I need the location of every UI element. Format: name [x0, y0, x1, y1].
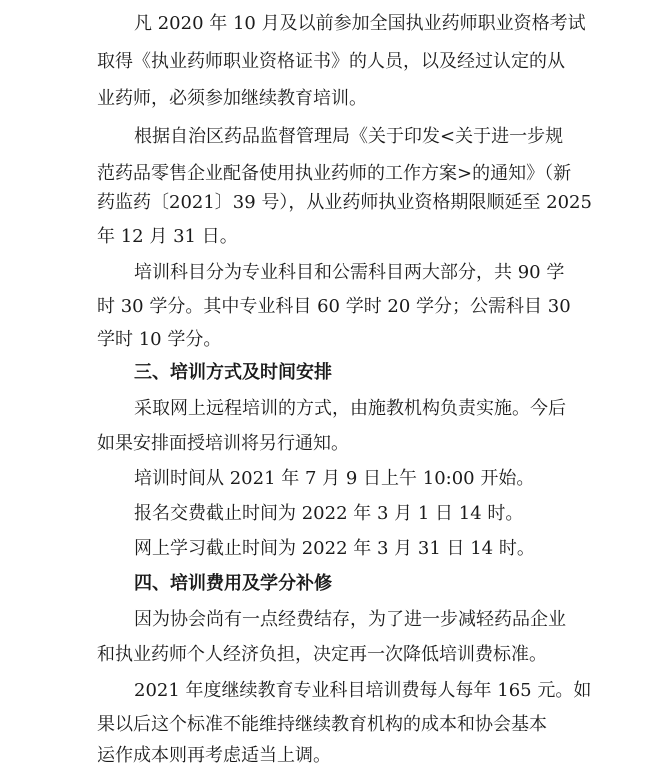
text-line: 和执业药师个人经济负担，决定再一次降低培训费标准。	[97, 644, 547, 665]
text-line: 2021 年度继续教育专业科目培训费每人每年 165 元。如	[134, 680, 592, 701]
text-line: 凡 2020 年 10 月及以前参加全国执业药师职业资格考试	[134, 13, 586, 34]
text-line: 网上学习截止时间为 2022 年 3 月 31 日 14 时。	[134, 538, 535, 559]
text-line: 如果安排面授培训将另行通知。	[97, 433, 349, 454]
text-line: 培训科目分为专业科目和公需科目两大部分，共 90 学	[134, 262, 565, 283]
text-line: 运作成本则再考虑适当上调。	[97, 745, 331, 766]
text-line: 范药品零售企业配备使用执业药师的工作方案>的通知》（新	[97, 163, 572, 184]
text-line: 学时 10 学分。	[97, 329, 222, 350]
section-heading: 三、培训方式及时间安排	[134, 362, 332, 383]
text-line: 时 30 学分。其中专业科目 60 学时 20 学分；公需科目 30	[97, 296, 571, 317]
text-line: 业药师，必须参加继续教育培训。	[97, 88, 367, 109]
text-line: 年 12 月 31 日。	[97, 226, 238, 247]
text-line: 药监药〔2021〕39 号），从业药师执业资格期限顺延至 2025	[97, 192, 592, 213]
text-line: 取得《执业药师职业资格证书》的人员，以及经过认定的从	[97, 51, 565, 72]
text-line: 采取网上远程培训的方式，由施教机构负责实施。今后	[134, 398, 566, 419]
text-line: 因为协会尚有一点经费结存，为了进一步减轻药品企业	[134, 609, 566, 630]
section-heading: 四、培训费用及学分补修	[134, 573, 332, 594]
text-line: 果以后这个标准不能维持继续教育机构的成本和协会基本	[97, 714, 547, 735]
text-line: 根据自治区药品监督管理局《关于印发<关于进一步规	[134, 126, 564, 147]
text-line: 培训时间从 2021 年 7 月 9 日上午 10:00 开始。	[134, 468, 535, 489]
text-line: 报名交费截止时间为 2022 年 3 月 1 日 14 时。	[134, 503, 524, 524]
